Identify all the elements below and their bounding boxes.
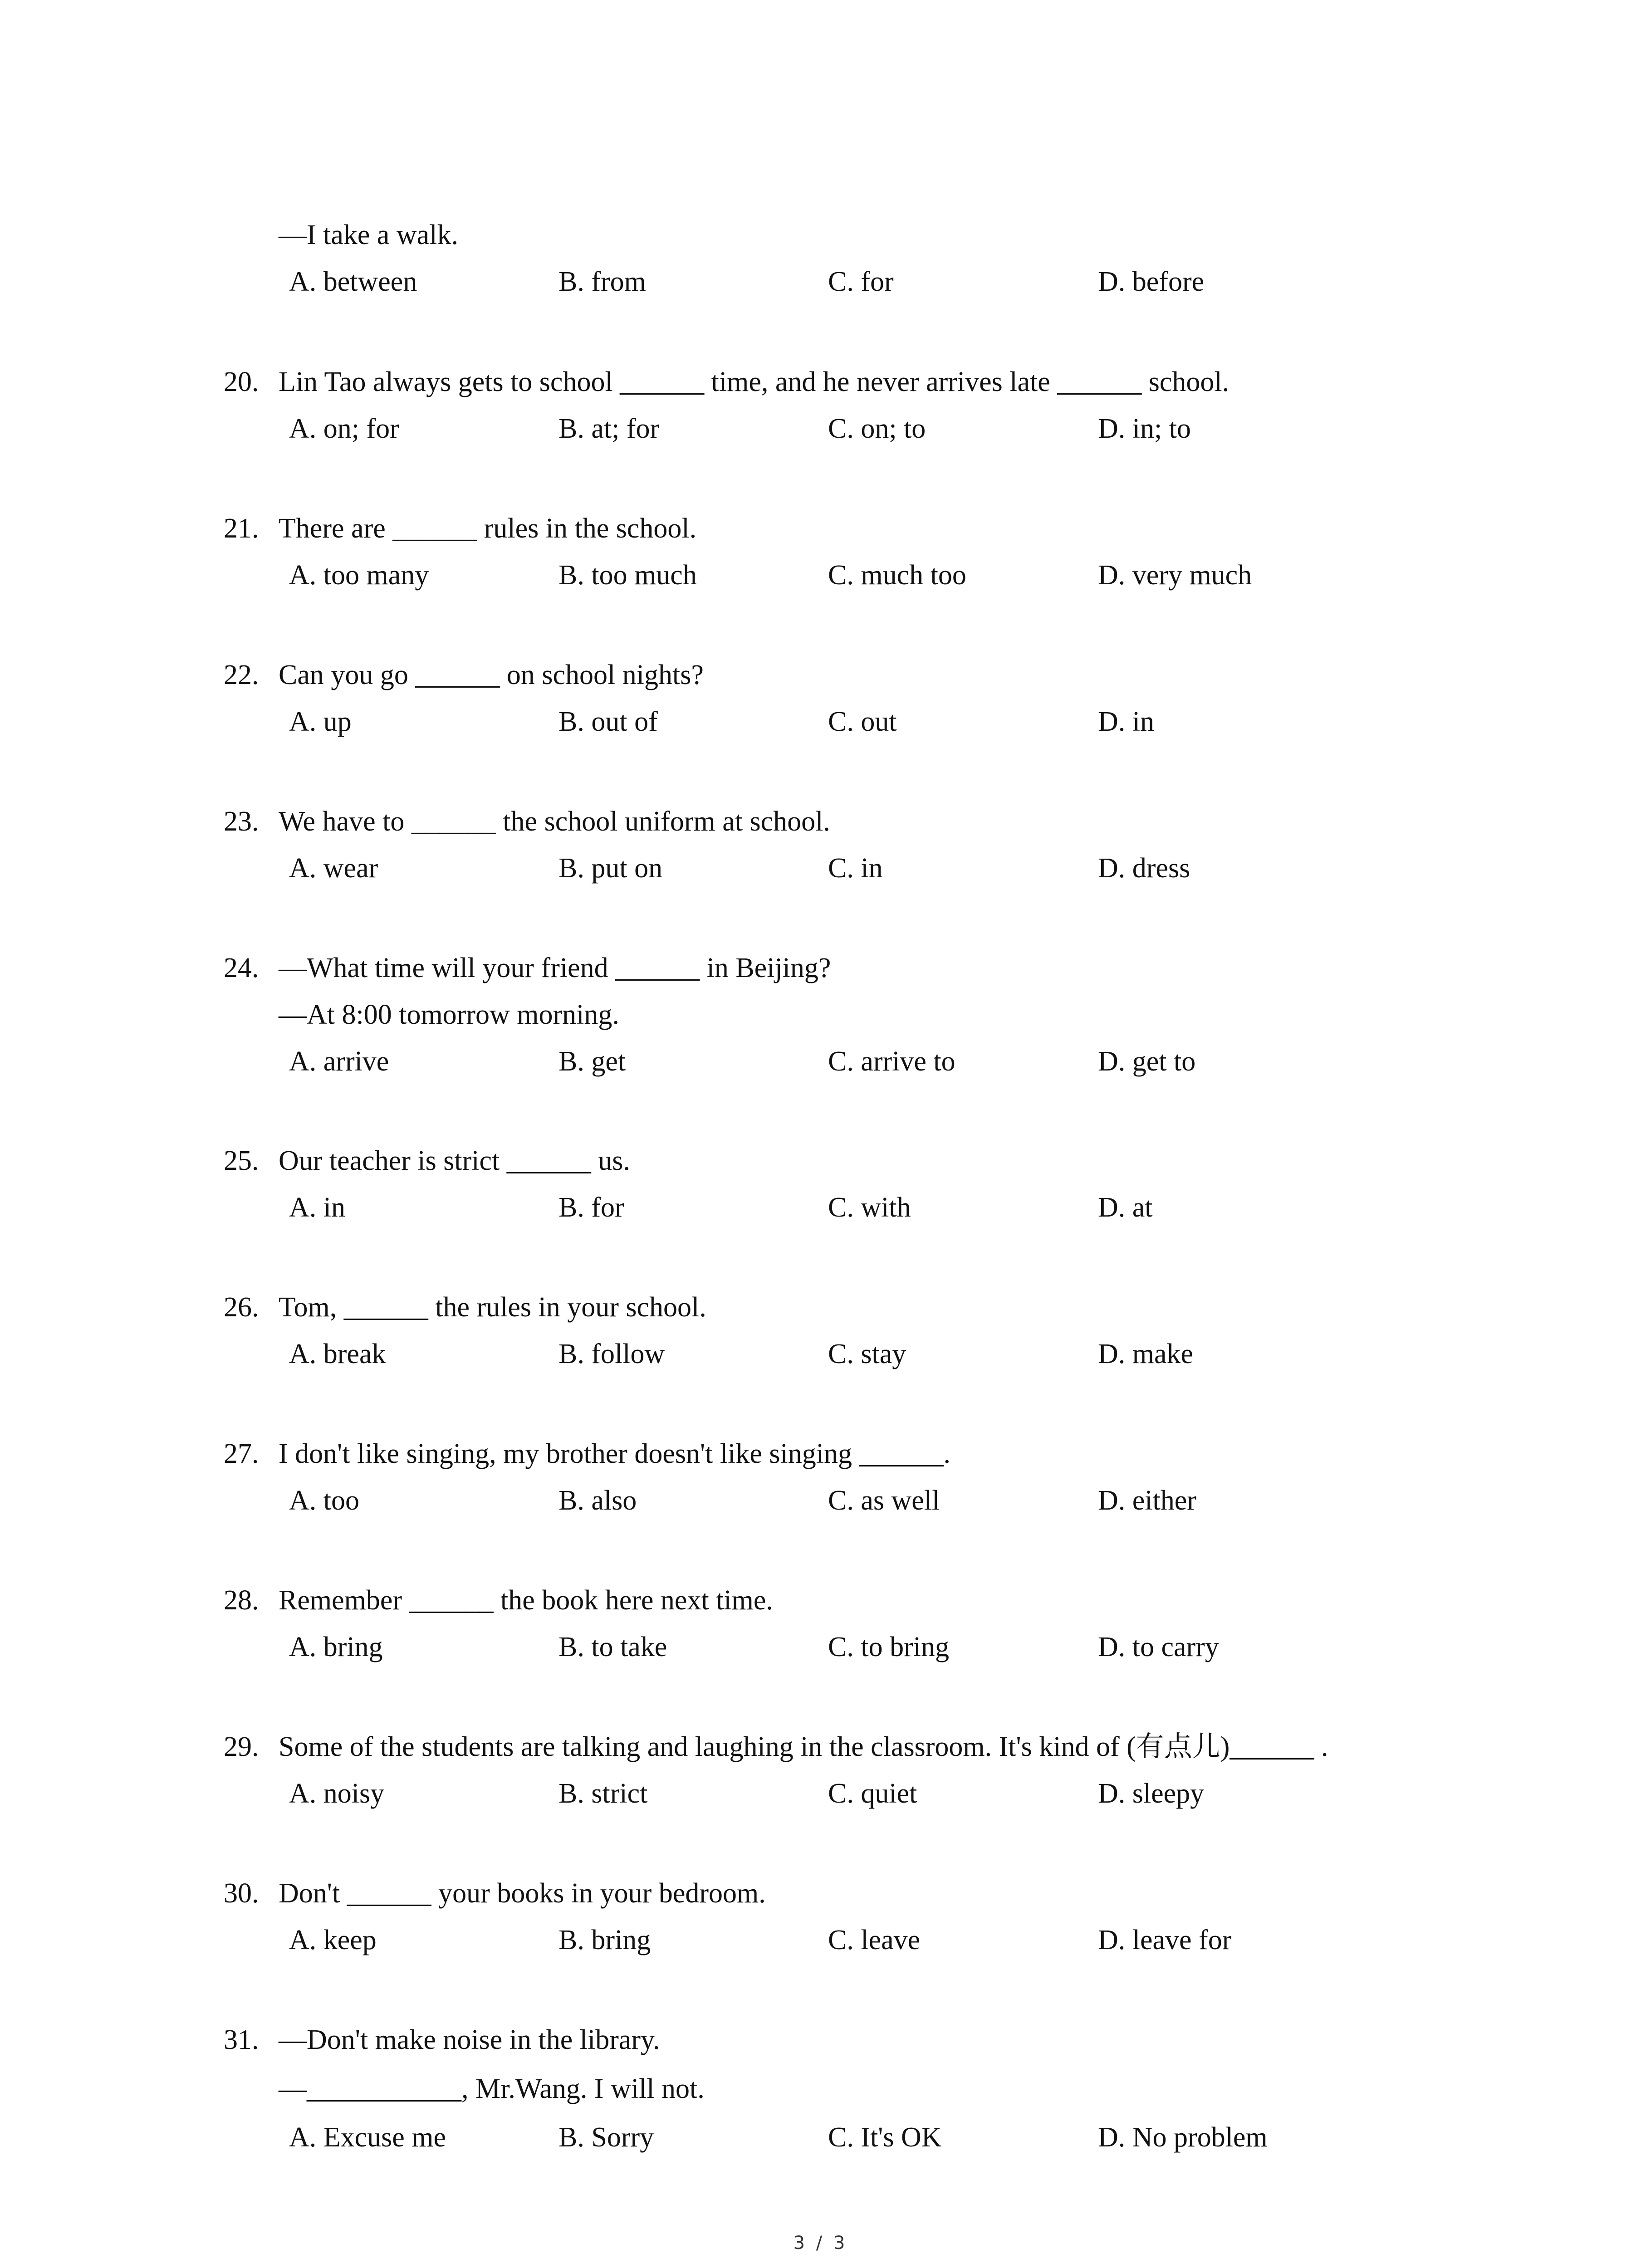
question-number: 20.	[224, 367, 259, 397]
option-a: A. too	[289, 1485, 359, 1516]
question-21	[0, 505, 1641, 599]
option-d: D. sleepy	[1098, 1778, 1205, 1809]
question-24	[0, 945, 1641, 1085]
option-c: C. on; to	[828, 413, 926, 444]
question-text: Our teacher is strict ______ us.	[279, 1145, 630, 1176]
question-29	[0, 1724, 1641, 1817]
option-a: A. on; for	[289, 413, 399, 444]
option-a: A. bring	[289, 1632, 383, 1662]
option-c: C. to bring	[828, 1632, 949, 1662]
question-20	[0, 359, 1641, 452]
question-text: There are ______ rules in the school.	[279, 513, 697, 544]
option-d: D. at	[1098, 1192, 1153, 1223]
question-number: 23.	[224, 806, 259, 837]
question-number: 21.	[224, 513, 259, 544]
option-b: B. get	[558, 1046, 626, 1077]
option-b: B. strict	[558, 1778, 648, 1809]
option-b: B. for	[558, 1192, 624, 1223]
option-a: A. Excuse me	[289, 2122, 446, 2153]
question-28	[0, 1577, 1641, 1671]
question-26	[0, 1284, 1641, 1378]
option-d: D. dress	[1098, 853, 1190, 884]
option-a: A. between	[289, 266, 417, 297]
question-text: —I take a walk.	[279, 220, 458, 250]
option-d: D. No problem	[1098, 2122, 1268, 2153]
question-text: Some of the students are talking and laughing in the classroom. It's kind of (有点儿)______ .	[279, 1731, 1328, 1762]
question-text: We have to ______ the school uniform at school.	[279, 806, 830, 837]
question-31	[0, 2017, 1641, 2161]
question-number: 26.	[224, 1292, 259, 1323]
option-b: B. from	[558, 266, 646, 297]
question-22	[0, 652, 1641, 745]
question-19-continuation	[0, 212, 1641, 305]
question-text: Remember ______ the book here next time.	[279, 1585, 773, 1616]
option-a: A. arrive	[289, 1046, 389, 1077]
question-23	[0, 798, 1641, 892]
option-d: D. very much	[1098, 560, 1252, 591]
option-d: D. make	[1098, 1339, 1194, 1369]
option-b: B. too much	[558, 560, 697, 591]
option-c: C. in	[828, 853, 883, 884]
question-text-line-2: —___________, Mr.Wang. I will not.	[279, 2073, 705, 2104]
option-d: D. in; to	[1098, 413, 1191, 444]
question-number: 30.	[224, 1878, 259, 1909]
option-a: A. too many	[289, 560, 429, 591]
question-30	[0, 1870, 1641, 1964]
option-c: C. quiet	[828, 1778, 917, 1809]
option-b: B. at; for	[558, 413, 660, 444]
option-c: C. It's OK	[828, 2122, 942, 2153]
question-text-line-2: —At 8:00 tomorrow morning.	[279, 999, 619, 1030]
option-b: B. out of	[558, 706, 658, 737]
question-text: Lin Tao always gets to school ______ time, and he never arrives late ______ school.	[279, 367, 1230, 397]
option-b: B. to take	[558, 1632, 667, 1662]
option-c: C. arrive to	[828, 1046, 955, 1077]
option-c: C. for	[828, 266, 894, 297]
option-a: A. keep	[289, 1925, 377, 1955]
option-a: A. break	[289, 1339, 386, 1369]
option-a: A. in	[289, 1192, 345, 1223]
question-number: 27.	[224, 1438, 259, 1469]
question-number: 31.	[224, 2024, 259, 2055]
question-text: —Don't make noise in the library.	[279, 2024, 660, 2055]
question-number: 29.	[224, 1731, 259, 1762]
option-b: B. bring	[558, 1925, 651, 1955]
option-c: C. with	[828, 1192, 911, 1223]
option-c: C. out	[828, 706, 897, 737]
question-number: 28.	[224, 1585, 259, 1616]
option-a: A. wear	[289, 853, 378, 884]
question-text: Don't ______ your books in your bedroom.	[279, 1878, 766, 1909]
option-a: A. up	[289, 706, 352, 737]
question-text: I don't like singing, my brother doesn't like singing ______.	[279, 1438, 950, 1469]
option-c: C. much too	[828, 560, 966, 591]
option-d: D. to carry	[1098, 1632, 1219, 1662]
question-number: 24.	[224, 953, 259, 983]
option-a: A. noisy	[289, 1778, 385, 1809]
option-b: B. also	[558, 1485, 637, 1516]
question-number: 25.	[224, 1145, 259, 1176]
question-text: Tom, ______ the rules in your school.	[279, 1292, 706, 1323]
option-d: D. before	[1098, 266, 1205, 297]
question-27	[0, 1431, 1641, 1524]
option-d: D. in	[1098, 706, 1154, 737]
option-b: B. Sorry	[558, 2122, 654, 2153]
option-c: C. stay	[828, 1339, 906, 1369]
option-b: B. follow	[558, 1339, 665, 1369]
option-c: C. as well	[828, 1485, 940, 1516]
question-25	[0, 1138, 1641, 1231]
option-c: C. leave	[828, 1925, 921, 1955]
option-d: D. either	[1098, 1485, 1196, 1516]
option-b: B. put on	[558, 853, 663, 884]
question-text: —What time will your friend ______ in Beijing?	[279, 953, 831, 983]
question-number: 22.	[224, 660, 259, 690]
page-number: 3 / 3	[793, 2233, 848, 2253]
option-d: D. leave for	[1098, 1925, 1232, 1955]
question-text: Can you go ______ on school nights?	[279, 660, 704, 690]
option-d: D. get to	[1098, 1046, 1196, 1077]
